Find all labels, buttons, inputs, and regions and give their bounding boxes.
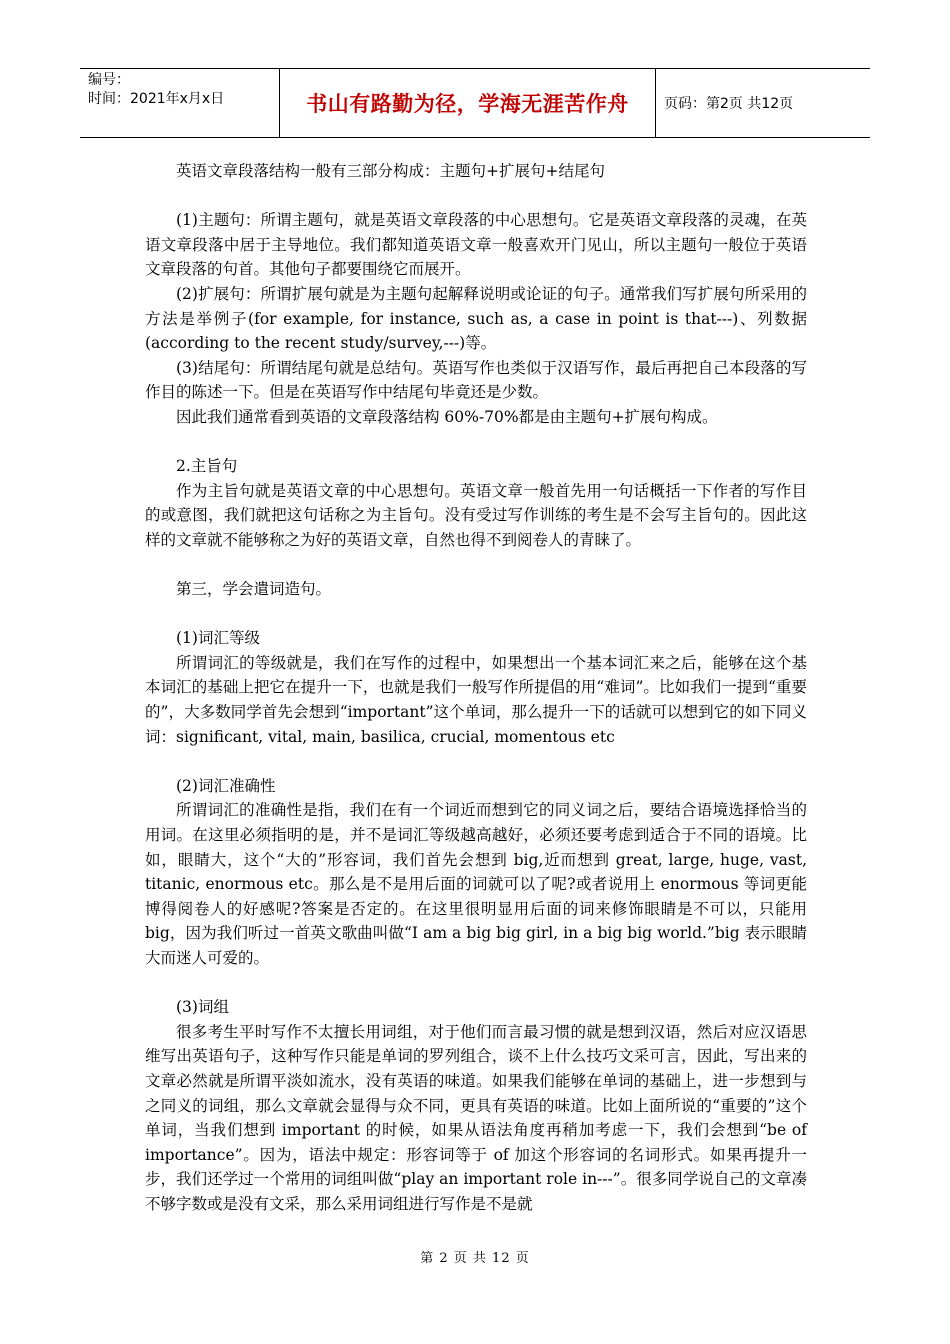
paragraph: (1)词汇等级 (176, 629, 260, 648)
paragraph-gap (145, 184, 807, 209)
header-motto: 书山有路勤为径，学海无涯苦作舟 (280, 69, 656, 137)
page-footer: 第 2 页 共 12 页 (420, 1251, 530, 1266)
paragraph: 所谓词汇的等级就是，我们在写作的过程中，如果想出一个基本词汇来之后，能够在这个基本词汇的基础上把它在提升一下，也就是我们一般写作所提倡的用“难词”。比如我们一提到“重要的”，大多数同学首先会想到“important”这个单词，那么提升一下的话就可以想到它的如下同义词：significant, vital, main, basilica, crucial, momentous etc (145, 653, 807, 746)
number-label: 编号： (88, 72, 130, 88)
header-meta (80, 69, 280, 137)
paragraph-gap (145, 430, 807, 455)
date-label: 时间：2021年x月x日 (88, 91, 225, 107)
paragraph-gap (145, 602, 807, 627)
paragraph: 作为主旨句就是英语文章的中心思想句。英语文章一般首先用一句话概括一下作者的写作目的或意图，我们就把这句话称之为主旨句。没有受过写作训练的考生是不会写主旨句的。因此这样的文章就不能够称之为好的英语文章，自然也得不到阅卷人的青睐了。 (145, 481, 807, 549)
paragraph-gap (145, 553, 807, 578)
paragraph: 因此我们通常看到英语的文章段落结构 60%-70%都是由主题句+扩展句构成。 (176, 407, 718, 426)
paragraph: (1)主题句：所谓主题句，就是英语文章段落的中心思想句。它是英语文章段落的灵魂，在英语文章段落中居于主导地位。我们都知道英语文章一般喜欢开门见山，所以主题句一般位于英语文章段落的句首。其他句子都要围绕它而展开。 (145, 211, 807, 279)
paragraph: 2.主旨句 (176, 457, 238, 476)
paragraph: (3)词组 (176, 998, 229, 1017)
header-page-info: 页码：第2页 共12页 (664, 96, 794, 112)
paragraph: 英语文章段落结构一般有三部分构成：主题句+扩展句+结尾句 (176, 162, 605, 180)
paragraph-gap (145, 749, 807, 774)
document-body (145, 159, 807, 1217)
paragraph: (2)扩展句：所谓扩展句就是为主题句起解释说明或论证的句子。通常我们写扩展句所采用的方法是举例子(for example, for instance, such as, a case in point is that---)、列数据(according to the recent study/survey,---)等。 (145, 284, 807, 353)
paragraph: 很多考生平时写作不太擅长用词组，对于他们而言最习惯的就是想到汉语，然后对应汉语思维写出英语句子，这种写作只能是单词的罗列组合，谈不上什么技巧文采可言，因此，写出来的文章必然就是所谓平淡如流水，没有英语的味道。如果我们能够在单词的基础上，进一步想到与之同义的词组，那么文章就会显得与众不同，更具有英语的味道。比如上面所说的“重要的”这个单词，当我们想到 important 的时候，如果从语法角度再稍加考虑一下，我们会想到“be of importance”。因为，语法中规定：形容词等于 of 加这个形容词的名词形式。如果再提升一步，我们还学过一个常用的词组叫做“play an important role in---”。很多同学说自己的文章凑不够字数或是没有文采，那么采用词组进行写作是不是就 (145, 1022, 807, 1213)
paragraph: (2)词汇准确性 (176, 776, 276, 795)
paragraph: 第三，学会遣词造句。 (176, 580, 332, 599)
paragraph: (3)结尾句：所谓结尾句就是总结句。英语写作也类似于汉语写作，最后再把自己本段落的写作目的陈述一下。但是在英语写作中结尾句毕竟还是少数。 (145, 358, 807, 402)
page-header (80, 68, 870, 138)
paragraph: 所谓词汇的准确性是指，我们在有一个词近而想到它的同义词之后，要结合语境选择恰当的用词。在这里必须指明的是，并不是词汇等级越高越好，必须还要考虑到适合于不同的语境。比如，眼睛大，这个“大的”形容词，我们首先会想到 big,近而想到 great, large, huge, vast, titanic, enormous etc。那么是不是用后面的词就可以了呢?或者说用上 enormous 等词更能博得阅卷人的好感呢?答案是否定的。在这里很明显用后面的词来修饰眼睛是不可以，只能用 big，因为我们听过一首英文歌曲叫做“I am a big big girl, in a big big world.”big 表示眼睛大而迷人可爱的。 (145, 801, 807, 967)
paragraph-gap (145, 971, 807, 996)
